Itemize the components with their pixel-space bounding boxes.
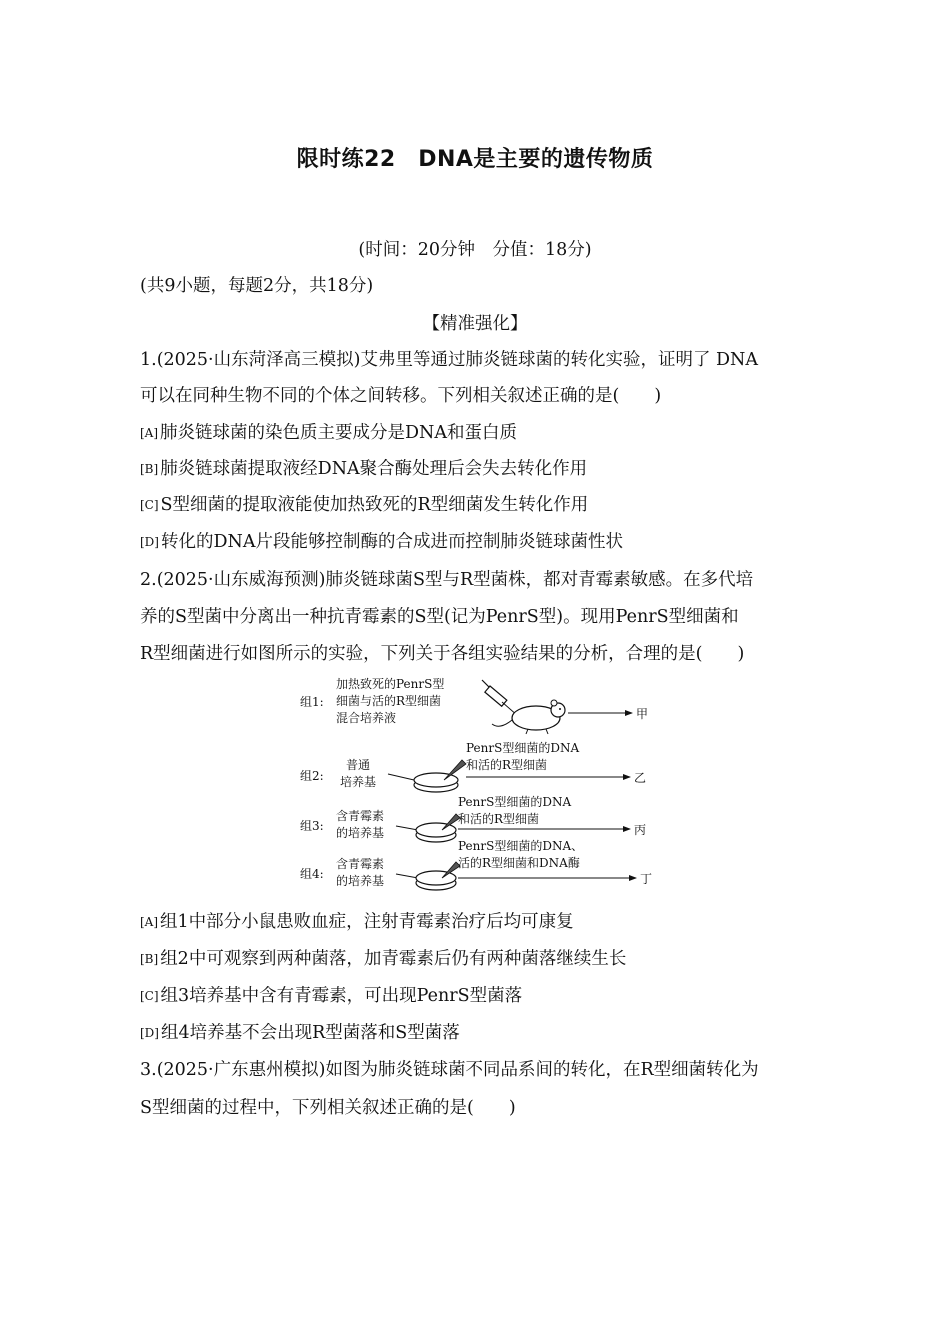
q2-stem-line2: 养的S型菌中分离出一种抗青霉素的S型(记为PenrS型)。现用PenrS型细菌和 [140,607,739,627]
group1-text1: 加热致死的PenrS型 [336,677,445,691]
option-label: [C] [140,498,159,512]
group1-text2: 细菌与活的R型细菌 [336,694,442,708]
group1-label: 组1: [300,695,324,709]
q1-option-d [140,528,623,553]
q2-option-a [140,908,574,933]
exam-summary: (共9小题，每题2分，共18分) [140,276,374,296]
option-text: S型细菌的提取液能使加热致死的R型细菌发生转化作用 [160,495,589,515]
group2-medium-line1: 普通 [346,758,371,772]
q1-option-b [140,455,587,480]
group2-result: 乙 [634,771,647,785]
option-label: [D] [140,1026,159,1040]
option-label: [A] [140,915,159,929]
group4-result: 丁 [640,872,653,886]
option-label: [B] [140,462,159,476]
group1-result: 甲 [636,707,649,721]
group2-add-line1: PenrS型细菌的DNA [466,741,580,755]
petri-dish-icon [416,823,456,842]
group3-add-line2: 和活的R型细菌 [458,812,540,826]
exam-meta: (时间：20分钟 分值：18分) [358,240,592,260]
q3-stem-line2: S型细菌的过程中，下列相关叙述正确的是( ) [140,1098,516,1118]
option-text: 组1中部分小鼠患败血症，注射青霉素治疗后均可康复 [160,912,574,932]
section-heading: 【精准强化】 [422,314,528,334]
q1-stem-line1: 1.(2025·山东菏泽高三模拟)艾弗里等通过肺炎链球菌的转化实验，证明了 DNA [140,350,758,370]
option-text: 组4培养基不会出现R型菌落和S型菌落 [160,1023,460,1043]
option-text: 组2中可观察到两种菌落，加青霉素后仍有两种菌落继续生长 [160,949,627,969]
group4-add-line1: PenrS型细菌的DNA、 [458,839,584,853]
q1-option-c [140,491,588,516]
option-label: [A] [140,426,159,440]
group3-medium-line2: 的培养基 [336,826,385,840]
group3-add-line1: PenrS型细菌的DNA [458,795,572,809]
group1-text3: 混合培养液 [336,711,397,725]
option-text: 组3培养基中含有青霉素，可出现PenrS型菌落 [160,986,523,1006]
group2-label: 组2: [300,769,324,783]
option-text: 肺炎链球菌的染色质主要成分是DNA和蛋白质 [160,423,518,443]
petri-dish-icon [414,773,458,792]
group4-add-line2: 活的R型细菌和DNA酶 [458,856,580,870]
option-text: 肺炎链球菌提取液经DNA聚合酶处理后会失去转化作用 [160,459,588,479]
option-label: [B] [140,952,159,966]
page-title: 限时练22 DNA是主要的遗传物质 [296,147,654,172]
option-label: [D] [140,535,159,549]
group3-medium-line1: 含青霉素 [336,809,385,823]
group2-medium-line2: 培养基 [340,775,377,789]
group4-medium-line1: 含青霉素 [336,857,385,871]
group4-label: 组4: [300,867,324,881]
option-text: 转化的DNA片段能够控制酶的合成进而控制肺炎链球菌性状 [160,532,623,552]
group4-medium-line2: 的培养基 [336,874,385,888]
option-label: [C] [140,989,159,1003]
q3-stem-line1: 3.(2025·广东惠州模拟)如图为肺炎链球菌不同品系间的转化，在R型细菌转化为 [140,1060,759,1080]
q1-option-a [140,419,517,444]
experiment-figure [296,672,666,894]
q1-stem-line2: 可以在同种生物不同的个体之间转移。下列相关叙述正确的是( ) [140,386,662,406]
q2-option-d [140,1019,460,1044]
group3-result: 丙 [634,823,647,837]
group3-label: 组3: [300,819,324,833]
petri-dish-icon [416,871,456,890]
q2-option-b [140,945,626,970]
q2-stem-line1: 2.(2025·山东威海预测)肺炎链球菌S型与R型菌株，都对青霉素敏感。在多代培 [140,570,754,590]
group2-add-line2: 和活的R型细菌 [466,758,548,772]
q2-option-c [140,982,522,1007]
q2-stem-line3: R型细菌进行如图所示的实验，下列关于各组实验结果的分析，合理的是( ) [140,644,745,664]
syringe-icon [482,680,518,716]
